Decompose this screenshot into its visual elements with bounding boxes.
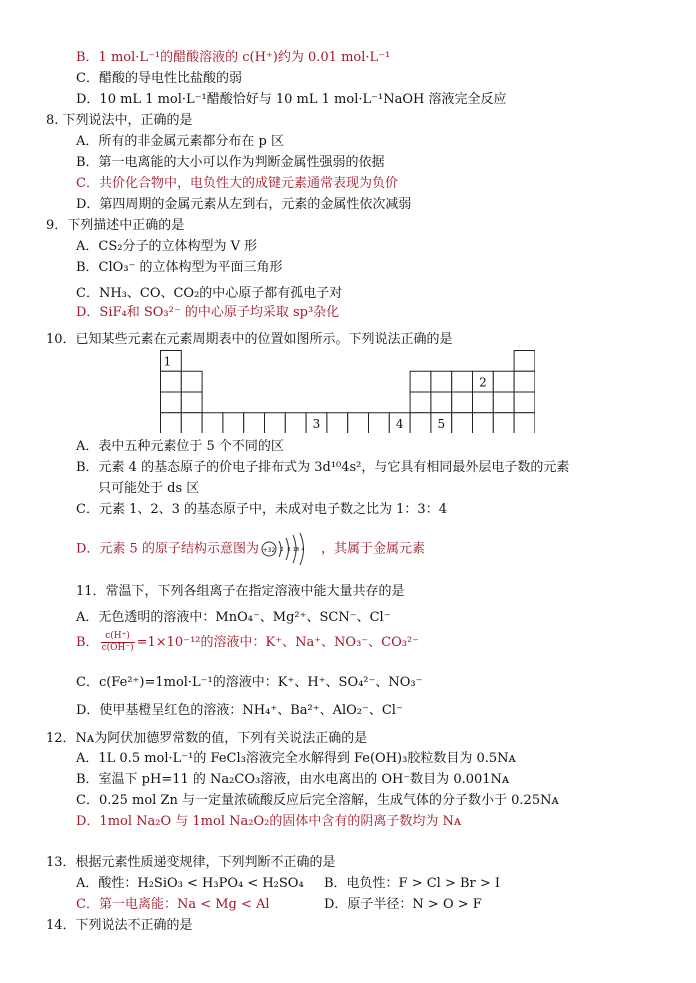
periodic-table-cell: [369, 413, 390, 433]
periodic-table-cell: [223, 413, 244, 433]
periodic-table-label: 4: [395, 416, 404, 431]
periodic-table-cell: [181, 371, 202, 392]
periodic-table-cell: [514, 351, 535, 372]
periodic-table-cell: [265, 413, 286, 433]
periodic-table-label: 1: [163, 354, 172, 369]
q9-option-a: A．CS₂分子的立体构型为 V 形: [76, 239, 258, 254]
periodic-table-cell: [410, 413, 431, 433]
q11-option-d: D．使甲基橙呈红色的溶液：NH₄⁺、Ba²⁺、AlO₂⁻、Cl⁻: [76, 703, 403, 718]
q8-option-b: B．第一电离能的大小可以作为判断金属性强弱的依据: [76, 155, 385, 170]
atom-shell-label: 4: [301, 547, 305, 553]
q10-option-d-suffix: ，其属于金属元素: [320, 541, 425, 557]
atom-shell-label: 18: [292, 547, 300, 553]
atom-nucleus-label: +32: [262, 547, 276, 554]
periodic-table-cell: [181, 413, 202, 433]
q10-option-b-line1: B．元素 4 的基态原子的价电子排布式为 3d¹⁰4s²，与它具有相同最外层电子数的元素: [76, 460, 570, 475]
q9-option-c: C．NH₃、CO、CO₂的中心原子都有孤电子对: [76, 286, 343, 301]
periodic-table-cell: [514, 371, 535, 392]
q12-stem: 12．Nᴀ为阿伏加德罗常数的值，下列有关说法正确的是: [46, 731, 368, 746]
periodic-table-label: 5: [437, 416, 446, 431]
q10-option-c: C．元素 1、2、3 的基态原子中，未成对电子数之比为 1：3：4: [76, 502, 447, 517]
q10-option-d: [76, 532, 425, 566]
q12-option-c: C．0.25 mol Zn 与一定量浓硫酸反应后完全溶解，生成气体的分子数小于 0.25Nᴀ: [76, 793, 559, 808]
periodic-table-cell: [473, 413, 494, 433]
q8-option-d: D．第四周期的金属元素从左到右，元素的金属性依次减弱: [76, 197, 412, 212]
q12-option-b: B．室温下 pH=11 的 Na₂CO₃溶液，由水电离出的 OH⁻数目为 0.001Nᴀ: [76, 772, 510, 787]
q12-option-d: D．1mol Na₂O 与 1mol Na₂O₂的固体中含有的阴离子数均为 Nᴀ: [76, 814, 462, 829]
q10-option-a: A．表中五种元素位于 5 个不同的区: [76, 439, 284, 454]
ratio-numerator: c(H⁺): [101, 631, 135, 643]
q10-option-d-text: D．元素 5 的原子结构示意图为: [76, 541, 259, 557]
q11-option-b-label: B．: [76, 635, 99, 650]
atom-structure-icon: [261, 532, 319, 566]
q7-option-d: D．10 mL 1 mol·L⁻¹醋酸恰好与 10 mL 1 mol·L⁻¹NaOH 溶液完全反应: [76, 92, 507, 107]
periodic-table-cell: [452, 413, 473, 433]
q11-option-b-text: =1×10⁻¹²的溶液中：K⁺、Na⁺、NO₃⁻、CO₃²⁻: [136, 635, 420, 650]
q7-option-c: C．醋酸的导电性比盐酸的弱: [76, 71, 242, 86]
q13-option-d: D．原子半径：N > O > F: [324, 897, 482, 912]
atom-shell-label: 2: [280, 547, 284, 553]
periodic-table-cell: [410, 371, 431, 392]
q13-option-b: B．电负性：F > Cl > Br > I: [324, 876, 501, 891]
q9-option-b: B．ClO₃⁻ 的立体构型为平面三角形: [76, 260, 283, 275]
periodic-table-cell: [493, 392, 514, 413]
periodic-table-cell: [514, 413, 535, 433]
q8-option-a: A．所有的非金属元素都分布在 p 区: [76, 134, 284, 149]
periodic-table-cell: [410, 392, 431, 413]
q13-option-c: C．第一电离能：Na < Mg < Al: [76, 897, 270, 912]
q14-stem: 14．下列说法不正确的是: [46, 918, 193, 933]
periodic-table-label: 2: [479, 375, 487, 390]
periodic-table-cell: [493, 413, 514, 433]
q11-option-b: [76, 631, 419, 654]
ratio-denominator: c(OH⁻): [101, 643, 134, 653]
periodic-table-cell: [161, 392, 182, 413]
q11-option-a: A．无色透明的溶液中：MnO₄⁻、Mg²⁺、SCN⁻、Cl⁻: [76, 610, 391, 625]
periodic-table-cell: [452, 371, 473, 392]
periodic-table-cell: [285, 413, 306, 433]
periodic-table-cell: [514, 392, 535, 413]
periodic-table-cell: [452, 392, 473, 413]
periodic-table-cell: [202, 413, 223, 433]
periodic-table-cell: [348, 413, 369, 433]
q10-option-b-line2: 只可能处于 ds 区: [98, 481, 200, 496]
periodic-table-cell: [161, 371, 182, 392]
q7-option-b: B．1 mol·L⁻¹的醋酸溶液的 c(H⁺)约为 0.01 mol·L⁻¹: [76, 50, 391, 65]
periodic-table-cell: [161, 413, 182, 433]
q9-stem: 9．下列描述中正确的是: [46, 218, 185, 233]
q12-option-a: A．1L 0.5 mol·L⁻¹的 FeCl₃溶液完全水解得到 Fe(OH)₃胶粒数目为 0.5Nᴀ: [76, 751, 516, 766]
periodic-table-cell: [473, 392, 494, 413]
q11-stem: 11．常温下，下列各组离子在指定溶液中能大量共存的是: [76, 584, 405, 599]
q13-option-a: A．酸性：H₂SiO₃ < H₃PO₄ < H₂SO₄: [76, 876, 304, 891]
periodic-table-figure: [160, 350, 535, 433]
periodic-table-cell: [431, 371, 452, 392]
periodic-table-cell: [244, 413, 265, 433]
periodic-table-cell: [493, 371, 514, 392]
q9-option-d: D．SiF₄和 SO₃²⁻ 的中心原子均采取 sp³杂化: [76, 305, 340, 320]
q11-option-c: C．c(Fe²⁺)=1mol·L⁻¹的溶液中：K⁺、H⁺、SO₄²⁻、NO₃⁻: [76, 675, 423, 690]
periodic-table-cell: [327, 413, 348, 433]
q10-stem: 10．已知某些元素在元素周期表中的位置如图所示。下列说法正确的是: [46, 332, 453, 347]
periodic-table-cell: [181, 392, 202, 413]
q8-option-c: C．共价化合物中，电负性大的成键元素通常表现为负价: [76, 176, 398, 191]
q13-stem: 13．根据元素性质递变规律，下列判断不正确的是: [46, 855, 336, 870]
atom-shell-label: 8: [287, 547, 291, 553]
periodic-table-cell: [431, 392, 452, 413]
concentration-ratio: [101, 631, 135, 654]
periodic-table-label: 3: [312, 416, 321, 431]
q8-stem: 8. 下列说法中，正确的是: [46, 113, 193, 128]
